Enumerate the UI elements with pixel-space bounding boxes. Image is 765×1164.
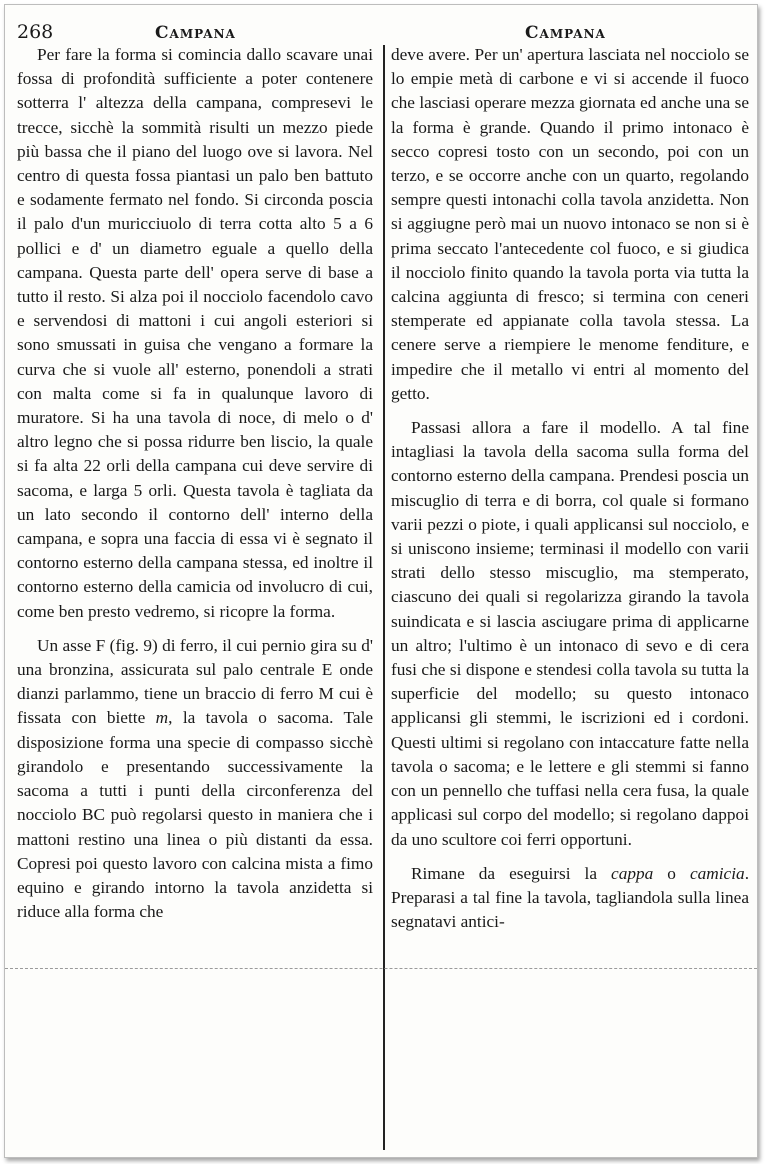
paragraph-cappa-text-a: Rimane da eseguirsi la (411, 863, 612, 883)
scan-fold-line (5, 968, 757, 969)
paragraph-modello: Passasi allora a fare il modello. A tal fine intagliasi la tavola della sacoma sulla forma del contorno esterno della campana. Prendesi poscia un miscuglio di terra e di borra, col quale si formano varii pezzi o piote, i quali applicansi sul nocciolo, e si uniscono insieme; terminasi il modello con varii strati dello stesso miscuglio, ma stemperato, ciascuno dei quali si regolarizza girando la tavola suindicata e si lascia asciugare prima di applicarne un altro; l'ultimo è un intonaco di sevo e di cera fusi che si dispone e stendesi colla tavola su tutta la superficie del modello; su questo intonaco applicansi gli stemmi, le iscrizioni ed i cordoni. Questi ultimi si regolano con intaccature fatte nella tavola o sacoma; e le lettere e gli stemmi si fanno con un pennello che tuffasi nella cera fusa, la quale applicasi sul corpo del modello; si regolano dappoi da uno scultore coi ferri opportuni. (391, 418, 749, 849)
paragraph-asse-italic: m (155, 708, 169, 728)
paragraph-cappa-italic-1: cappa (611, 863, 654, 883)
page-scan (4, 4, 758, 1158)
column-divider (383, 45, 385, 1150)
right-column (391, 43, 749, 934)
paragraph-asse-text-a: Un asse F (fig. 9) di ferro, il cui pernio gira su d' una bronzina, assicurata sul palo centrale E onde dianzi parlammo, tiene un braccio di ferro M cui è fissata con biette (17, 635, 373, 728)
left-running-title: Campana (155, 23, 236, 43)
running-header (5, 21, 757, 45)
page-number: 268 (17, 21, 54, 43)
paragraph-asse-text-b: , la tavola o sacoma. Tale disposizione forma una specie di compasso sicchè girandolo e presentando successivamente la sacoma a tutti i punti della circonferenza del nocciolo BC può regolarsi questo in maniera che i mattoni restino una linea o più distanti da essa. Copresi poi questo lavoro con calcina mista a fimo equino e girando intorno la tavola anzidetta si riduce alla forma che (17, 708, 374, 922)
left-column (17, 43, 373, 924)
right-running-title: Campana (525, 23, 606, 43)
paragraph-forma: Per fare la forma si comincia dallo scavare unai fossa di profondità sufficiente a poter contenere sotterra l' altezza della campana, compresevi le trecce, sicchè la sommità risulti un mezzo piede più bassa che il piano del luogo ove si lavora. Nel centro di questa fossa piantasi un palo ben battuto e sodamente fermato nel fondo. Si circonda poscia il palo d'un muricciuolo di terra cotta alto 5 a 6 pollici e d' un diametro eguale a quello della campana. Questa parte dell' opera serve di base a tutto il resto. Si alza poi il nocciolo facendolo cavo e servendosi di mattoni i cui angoli esteriori si sono smussati in guisa che vengano a formare la curva che si vuole all' esterno, ponendoli a strati con malta come si fa in qualunque lavoro di muratore. Si ha una tavola di noce, di melo o d' altro legno che si possa ridurre ben liscio, la quale si fa alta 22 orli della campana cui deve servire di sacoma, e larga 5 orli. Questa tavola è tagliata da un lato secondo il contorno dell' interno della campana, e sopra una faccia di essa vi è segnato il contorno esterno della campana stessa, ed inoltre il contorno esterno della camicia od involucro di cui, come ben presto vedremo, si ricopre la forma. (17, 45, 373, 621)
paragraph-asse (17, 634, 373, 924)
paragraph-cappa (391, 862, 749, 935)
paragraph-cappa-text-b: o (653, 863, 690, 883)
paragraph-cappa-text-c: . Preparasi a tal fine la tavola, tagliandola sulla linea segnatavi antici- (391, 863, 750, 932)
paragraph-continuation: deve avere. Per un' apertura lasciata nel nocciolo se lo empie metà di carbone e vi si accende il fuoco che lasciasi operare mezza giornata ed anche una se la forma è grande. Quando il primo intonaco è secco copresi tosto con un secondo, poi con un terzo, e se occorre anche con un quarto, regolando sempre questi intonachi colla tavola anzidetta. Non si aggiugne però mai un nuovo intonaco se non si è prima seccato l'antecedente col fuoco, e si giudica il nocciolo finito quando la tavola porta via tutta la calcina aggiunta di fresco; si termina con ceneri stemperate ed appianate colla tavola stessa. La cenere serve a riempiere le menome fenditure, e impedire che il metallo vi entri al momento del getto. (391, 45, 749, 403)
paragraph-cappa-italic-2: camicia (689, 863, 745, 883)
